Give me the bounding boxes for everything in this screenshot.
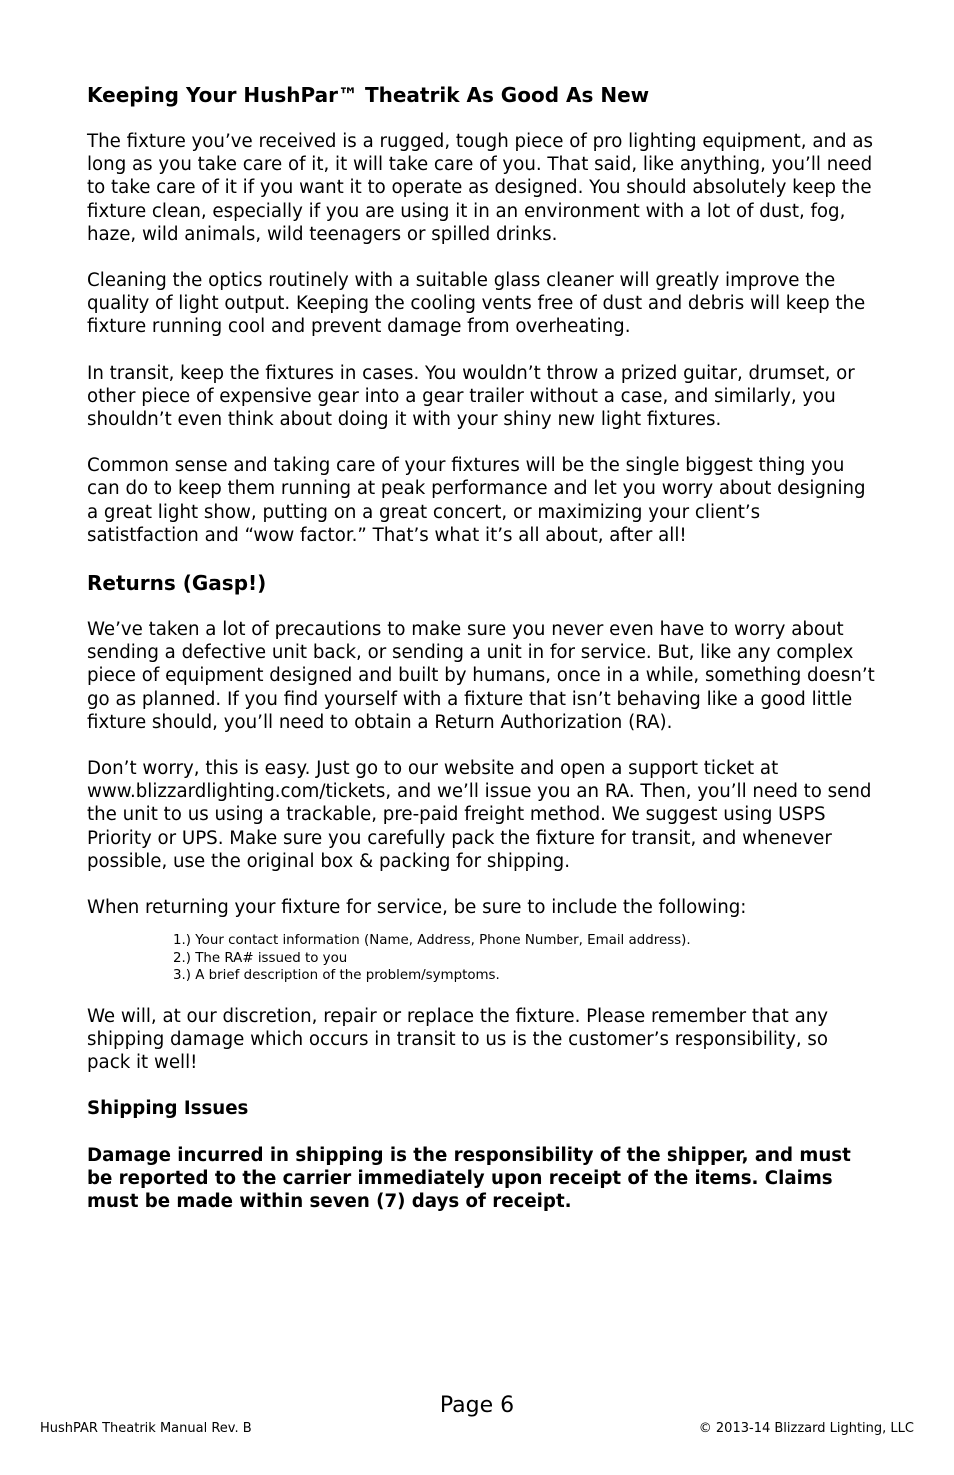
returns-paragraph: We’ve taken a lot of precautions to make sure you never even have to worry about sending a defective unit back, or sending a unit in for service. But, like any complex piece of equipment designed and built by humans, once in a while, something doesn’t go as planned. If you find yourself with a fixture that isn’t behaving like a good little fixture should, you’ll need to obtain a Return Authorization (RA). xyxy=(87,619,875,733)
footer-copyright: © 2013-14 Blizzard Lighting, LLC xyxy=(698,1421,914,1436)
section-heading-returns: Returns (Gasp!) xyxy=(87,571,267,596)
returns-paragraph: Don’t worry, this is easy. Just go to our website and open a support ticket at www.blizzardlighting.com/tickets, and we’ll issue you an RA. Then, you’ll need to send the unit to us using a trackable, pre-paid freight method. We suggest using USPS Priority or UPS. Make sure you carefully pack the fixture for transit, and whenever possible, use the original box & packing for shipping. xyxy=(87,758,872,872)
manual-page-content xyxy=(87,82,877,1213)
returns-closing-paragraph: We will, at our discretion, repair or replace the fixture. Please remember that any shipping damage which occurs in transit to us is the customer’s responsibility, so pack it well! xyxy=(87,1005,829,1074)
shipping-issues-heading: Shipping Issues xyxy=(87,1098,249,1120)
care-paragraph: The fixture you’ve received is a rugged, tough piece of pro lighting equipment, and as long as you take care of it, it will take care of you. That said, like anything, you’ll need to take care of it if you want it to operate as designed. You should absolutely keep the fixture clean, especially if you are using it in an environment with a lot of dust, fog, haze, wild animals, wild teenagers or spilled drinks. xyxy=(87,131,873,245)
care-paragraph: In transit, keep the fixtures in cases. You wouldn’t throw a prized guitar, drumset, or other piece of expensive gear into a gear trailer without a case, and similarly, you shouldn’t even think about doing it with your shiny new light fixtures. xyxy=(87,362,855,431)
care-paragraph: Cleaning the optics routinely with a suitable glass cleaner will greatly improve the quality of light output. Keeping the cooling vents free of dust and debris will keep the fixture running cool and prevent damage from overheating. xyxy=(87,270,866,338)
list-item: 3.) A brief description of the problem/symptoms. xyxy=(173,968,500,984)
return-checklist xyxy=(173,932,877,985)
list-item: 2.) The RA# issued to you xyxy=(173,950,348,966)
footer-manual-name: HushPAR Theatrik Manual Rev. B xyxy=(40,1421,252,1436)
care-paragraph: Common sense and taking care of your fixtures will be the single biggest thing you can do to keep them running at peak performance and let you worry about designing a great light show, putting on a great concert, or maximizing your client’s satistfaction and “wow factor.” That’s what it’s all about, after all! xyxy=(87,455,866,546)
section-heading-care: Keeping Your HushPar™ Theatrik As Good As New xyxy=(87,83,650,107)
shipping-damage-warning: Damage incurred in shipping is the responsibility of the shipper, and must be reported to the carrier immediately upon receipt of the items. Claims must be made within seven (7) days of receipt. xyxy=(87,1144,851,1212)
page-number: Page 6 xyxy=(439,1393,515,1418)
returns-paragraph: When returning your fixture for service, be sure to include the following: xyxy=(87,897,747,919)
list-item: 1.) Your contact information (Name, Address, Phone Number, Email address). xyxy=(173,933,691,949)
